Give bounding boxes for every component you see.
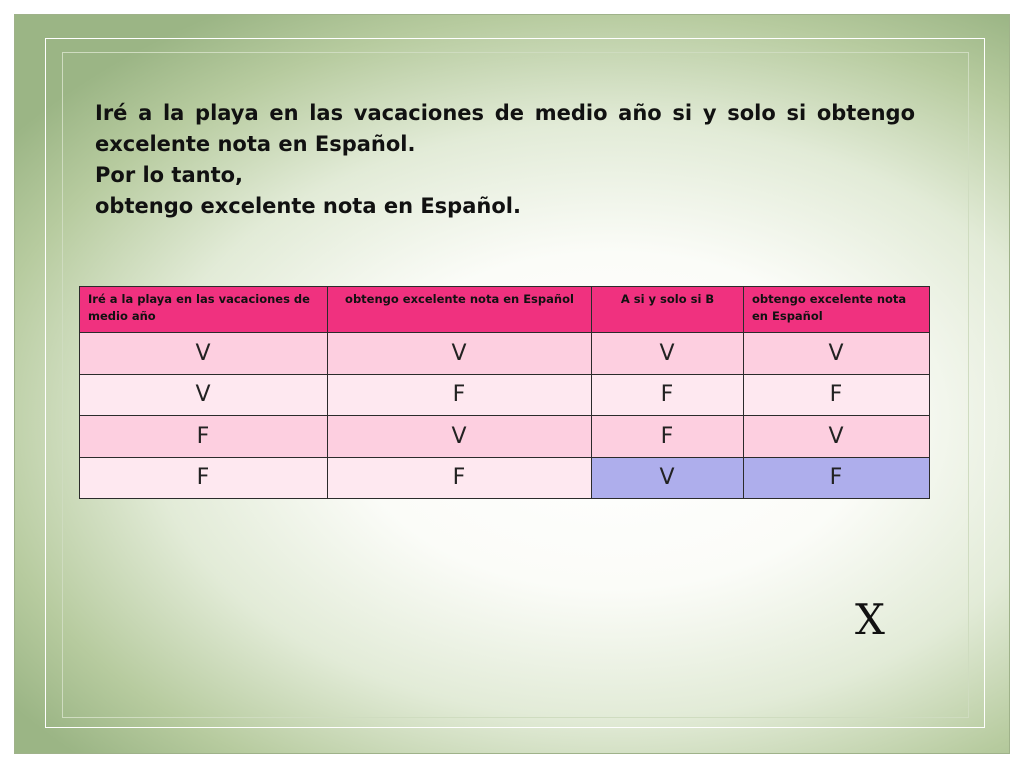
table-row [80,416,930,458]
header-cell-b: obtengo excelente nota en Español [328,287,592,333]
table-cell: F [80,416,328,458]
invalid-mark: X [855,595,885,644]
table-row [80,457,930,499]
table-cell-highlighted: F [744,457,930,499]
truth-table-header-row [80,287,930,333]
table-cell: F [328,457,592,499]
table-cell: F [744,374,930,416]
conclusion-connector: Por lo tanto, [95,163,244,187]
table-cell: V [328,333,592,375]
table-cell: V [80,333,328,375]
header-cell-a: Iré a la playa en las vacaciones de medio año [80,287,328,333]
table-cell: F [80,457,328,499]
table-cell: V [744,333,930,375]
argument-statement [95,98,915,222]
table-cell: V [328,416,592,458]
header-cell-conclusion: obtengo excelente nota en Español [744,287,930,333]
truth-table [79,286,930,499]
table-row [80,374,930,416]
table-cell-highlighted: V [592,457,744,499]
table-cell: F [592,374,744,416]
table-row [80,333,930,375]
header-cell-biconditional: A si y solo si B [592,287,744,333]
table-cell: F [592,416,744,458]
premise-text: Iré a la playa en las vacaciones de medio año si y solo si obtengo excelente nota en Español. [95,101,915,156]
conclusion-text: obtengo excelente nota en Español. [95,194,521,218]
table-cell: V [80,374,328,416]
table-cell: F [328,374,592,416]
table-cell: V [744,416,930,458]
table-cell: V [592,333,744,375]
